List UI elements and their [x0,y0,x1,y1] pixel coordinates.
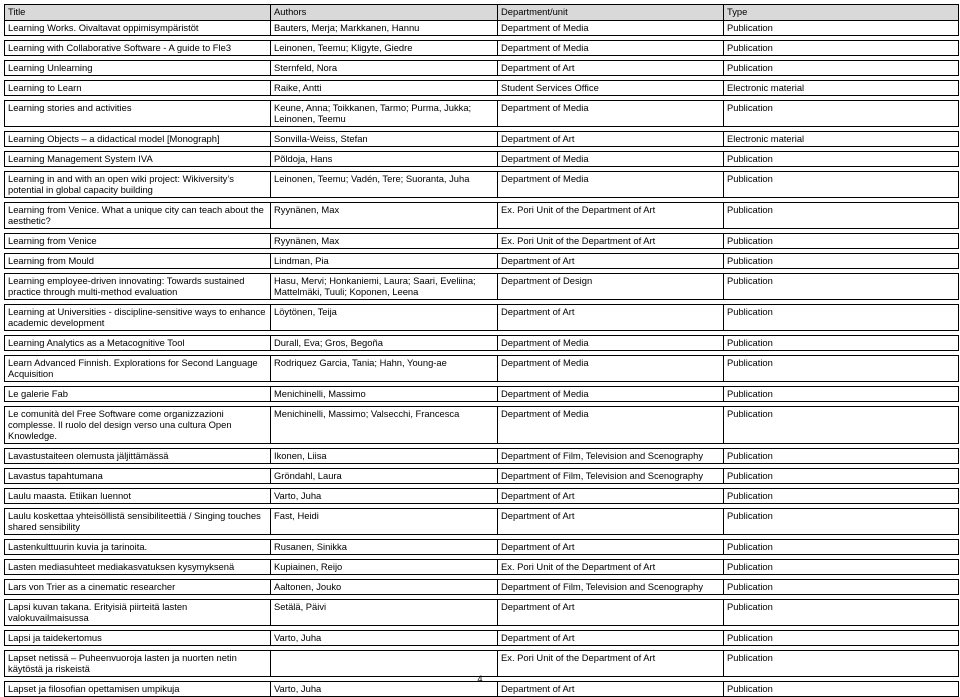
cell-department: Department of Art [498,631,724,646]
table-row [5,449,959,464]
cell-authors: Varto, Juha [271,682,498,697]
cell-department: Department of Media [498,356,724,382]
cell-authors: Ryynänen, Max [271,203,498,229]
cell-authors: Sonvilla-Weiss, Stefan [271,132,498,147]
header-type: Type [724,5,959,21]
cell-type: Publication [724,651,959,677]
cell-authors: Fast, Heidi [271,509,498,535]
cell-type: Publication [724,41,959,56]
cell-title: Lapsi ja taidekertomus [5,631,271,646]
cell-title: Learning to Learn [5,81,271,96]
cell-department: Department of Media [498,21,724,36]
cell-type: Publication [724,560,959,575]
table-row [5,41,959,56]
table-row [5,21,959,36]
cell-department: Department of Art [498,61,724,76]
table-row [5,631,959,646]
cell-title: Lastenkulttuurin kuvia ja tarinoita. [5,540,271,555]
cell-department: Department of Media [498,407,724,444]
cell-department: Ex. Pori Unit of the Department of Art [498,651,724,677]
cell-title: Learning at Universities - discipline-sensitive ways to enhance academic development [5,305,271,331]
cell-department: Department of Art [498,254,724,269]
cell-department: Student Services Office [498,81,724,96]
cell-type: Publication [724,101,959,127]
cell-department: Department of Media [498,387,724,402]
cell-title: Learning from Venice. What a unique city can teach about the aesthetic? [5,203,271,229]
table-row [5,580,959,595]
cell-title: Lapset ja filosofian opettamisen umpikuja [5,682,271,697]
cell-type: Publication [724,172,959,198]
table-row [5,356,959,382]
cell-department: Department of Design [498,274,724,300]
cell-title: Lars von Trier as a cinematic researcher [5,580,271,595]
cell-type: Publication [724,387,959,402]
table-row [5,489,959,504]
cell-title: Learning Objects – a didactical model [Monograph] [5,132,271,147]
table-row [5,234,959,249]
cell-authors: Löytönen, Teija [271,305,498,331]
table-row [5,101,959,127]
cell-type: Publication [724,21,959,36]
cell-type: Publication [724,489,959,504]
cell-type: Electronic material [724,132,959,147]
cell-title: Learning in and with an open wiki project: Wikiversity’s potential in global capacity building [5,172,271,198]
cell-type: Publication [724,274,959,300]
cell-authors: Gröndahl, Laura [271,469,498,484]
table-row [5,560,959,575]
cell-authors: Sternfeld, Nora [271,61,498,76]
publications-table-container [4,4,958,697]
cell-department: Department of Art [498,509,724,535]
cell-authors: Menichinelli, Massimo [271,387,498,402]
table-row [5,172,959,198]
cell-department: Department of Art [498,132,724,147]
cell-type: Publication [724,580,959,595]
cell-department: Department of Art [498,305,724,331]
cell-type: Publication [724,631,959,646]
cell-type: Publication [724,336,959,351]
cell-authors: Menichinelli, Massimo; Valsecchi, Francesca [271,407,498,444]
cell-authors: Varto, Juha [271,631,498,646]
cell-department: Department of Art [498,540,724,555]
cell-title: Learning Works. Oivaltavat oppimisympäristöt [5,21,271,36]
cell-title: Lapset netissä – Puheenvuoroja lasten ja nuorten netin käytöstä ja riskeistä [5,651,271,677]
cell-type: Publication [724,152,959,167]
cell-authors: Põldoja, Hans [271,152,498,167]
table-row [5,509,959,535]
cell-type: Publication [724,356,959,382]
cell-type: Publication [724,61,959,76]
cell-department: Department of Film, Television and Scenography [498,580,724,595]
cell-type: Publication [724,682,959,697]
cell-authors: Leinonen, Teemu; Vadén, Tere; Suoranta, Juha [271,172,498,198]
cell-department: Department of Art [498,600,724,626]
cell-authors: Aaltonen, Jouko [271,580,498,595]
cell-title: Learning stories and activities [5,101,271,127]
table-body [5,21,959,697]
cell-type: Publication [724,407,959,444]
cell-title: Learning Management System IVA [5,152,271,167]
cell-authors: Durall, Eva; Gros, Begoña [271,336,498,351]
cell-department: Department of Art [498,682,724,697]
cell-title: Learn Advanced Finnish. Explorations for Second Language Acquisition [5,356,271,382]
cell-department: Ex. Pori Unit of the Department of Art [498,560,724,575]
header-department: Department/unit [498,5,724,21]
table-header-row [5,5,959,21]
cell-title: Lapsi kuvan takana. Erityisiä piirteitä lasten valokuvailmaisussa [5,600,271,626]
cell-department: Department of Art [498,489,724,504]
header-title: Title [5,5,271,21]
cell-authors: Rusanen, Sinikka [271,540,498,555]
table-row [5,305,959,331]
table-row [5,203,959,229]
cell-department: Department of Media [498,101,724,127]
cell-title: Lavastus tapahtumana [5,469,271,484]
cell-authors: Setälä, Päivi [271,600,498,626]
cell-title: Learning employee-driven innovating: Towards sustained practice through multi-method evaluation [5,274,271,300]
cell-authors: Ikonen, Liisa [271,449,498,464]
cell-type: Publication [724,540,959,555]
page-number: 4 [477,673,483,684]
cell-title: Le galerie Fab [5,387,271,402]
cell-title: Learning from Venice [5,234,271,249]
cell-authors: Hasu, Mervi; Honkaniemi, Laura; Saari, Eveliina; Mattelmäki, Tuuli; Koponen, Leena [271,274,498,300]
cell-title: Learning from Mould [5,254,271,269]
cell-department: Ex. Pori Unit of the Department of Art [498,203,724,229]
cell-department: Department of Film, Television and Scenography [498,449,724,464]
table-row [5,600,959,626]
cell-department: Department of Media [498,172,724,198]
header-authors: Authors [271,5,498,21]
table-row [5,407,959,444]
cell-department: Department of Film, Television and Scenography [498,469,724,484]
cell-department: Department of Media [498,41,724,56]
table-row [5,152,959,167]
cell-authors: Kupiainen, Reijo [271,560,498,575]
table-row [5,540,959,555]
table-row [5,274,959,300]
cell-authors: Varto, Juha [271,489,498,504]
table-row [5,254,959,269]
cell-authors: Lindman, Pia [271,254,498,269]
publications-table [4,4,959,697]
cell-authors: Raike, Antti [271,81,498,96]
cell-department: Department of Media [498,336,724,351]
cell-title: Learning Unlearning [5,61,271,76]
cell-type: Publication [724,203,959,229]
table-row [5,81,959,96]
cell-department: Department of Media [498,152,724,167]
cell-type: Publication [724,509,959,535]
cell-title: Learning with Collaborative Software - A guide to Fle3 [5,41,271,56]
cell-type: Publication [724,234,959,249]
cell-title: Lasten mediasuhteet mediakasvatuksen kysymyksenä [5,560,271,575]
cell-authors: Keune, Anna; Toikkanen, Tarmo; Purma, Jukka; Leinonen, Teemu [271,101,498,127]
cell-type: Electronic material [724,81,959,96]
cell-title: Learning Analytics as a Metacognitive Tool [5,336,271,351]
table-row [5,132,959,147]
cell-authors: Rodriquez Garcia, Tania; Hahn, Young-ae [271,356,498,382]
cell-type: Publication [724,469,959,484]
table-row [5,61,959,76]
table-row [5,387,959,402]
cell-authors: Bauters, Merja; Markkanen, Hannu [271,21,498,36]
cell-type: Publication [724,449,959,464]
cell-authors: Ryynänen, Max [271,234,498,249]
cell-title: Lavastustaiteen olemusta jäljittämässä [5,449,271,464]
cell-type: Publication [724,305,959,331]
cell-type: Publication [724,254,959,269]
cell-department: Ex. Pori Unit of the Department of Art [498,234,724,249]
cell-type: Publication [724,600,959,626]
cell-title: Laulu koskettaa yhteisöllistä sensibiliteettiä / Singing touches shared sensibility [5,509,271,535]
cell-title: Le comunità del Free Software come organizzazioni complesse. Il ruolo del design verso una cultura Open Knowledge. [5,407,271,444]
cell-title: Laulu maasta. Etiikan luennot [5,489,271,504]
table-row [5,336,959,351]
table-row [5,469,959,484]
cell-authors: Leinonen, Teemu; Kligyte, Giedre [271,41,498,56]
cell-authors [271,651,498,677]
